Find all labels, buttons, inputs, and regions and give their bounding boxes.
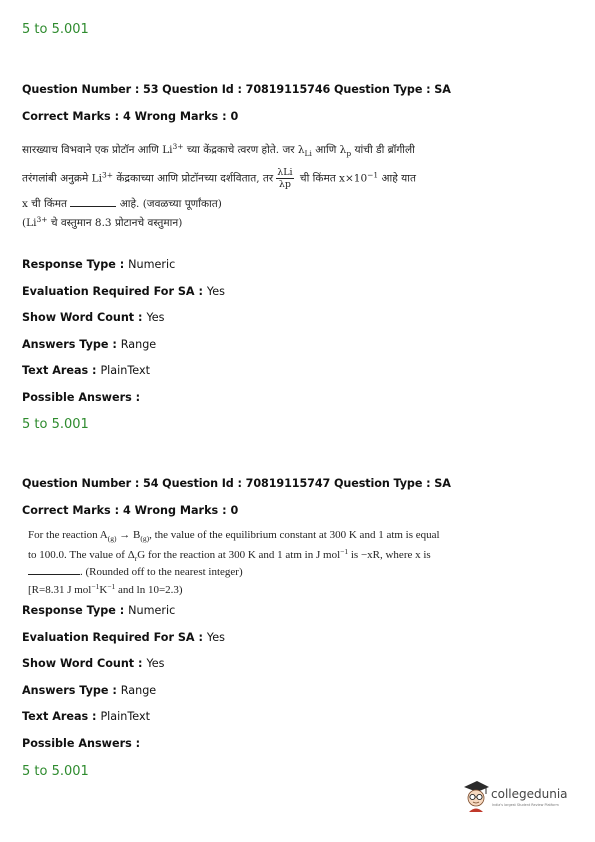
- q54-possible-answer: 5 to 5.001: [22, 764, 89, 779]
- q53-possible-answers-label: Possible Answers :: [22, 391, 141, 404]
- answer-blank: [70, 197, 116, 207]
- question-53-text: [22, 140, 582, 230]
- question-53-line-2: तरंगलांबी अनुक्रमे $Li^{3+}$ केंद्रकाच्या आणि प्रोटॉनच्या दर्शवितात, तर $\frac{\text{λLi}}{\lambda p}$ ची किंमत $x\times 10^{-1}$ आहे यात: [22, 167, 416, 190]
- q54-possible-answers-label: Possible Answers :: [22, 737, 141, 750]
- question-53-line-1: सारख्याच विभवाने एक प्रोटॉन आणि $Li^{3+}$ च्या केंद्रकाचे त्वरण होते. जर $\lambda_{Li}$ आणि $\lambda_p$ यांची डी ब्रॉगीली: [22, 142, 415, 158]
- collegedunia-logo: [462, 776, 580, 816]
- question-54-line-1: For the reaction $A_{(g)} \to B_{(g)}$, the value of the equilibrium constant at 300 K and 1 atm is equal: [28, 529, 440, 543]
- q54-evaluation-required: Evaluation Required For SA : Yes: [22, 631, 225, 644]
- question-54-text: [28, 529, 568, 597]
- question-53-header: Question Number : 53 Question Id : 70819115746 Question Type : SA: [22, 83, 451, 96]
- q53-answers-type: Answers Type : Range: [22, 338, 157, 351]
- question-54-line-4: [R=8.31 J $mol^{-1}K^{-1}$ and ln 10=2.3): [28, 582, 183, 596]
- q53-text-areas: Text Areas : PlainText: [22, 364, 150, 377]
- question-54-line-3: . (Rounded off to the nearest integer): [28, 565, 568, 579]
- question-53-line-4: ($Li^{3+}$ चे वस्तुमान 8.3 प्रोटानचे वस्तुमान): [22, 215, 183, 229]
- question-53-line-3: x ची किंमत आहे. (जवळच्या पूर्णांकात): [22, 198, 222, 210]
- q53-possible-answer: 5 to 5.001: [22, 417, 89, 432]
- q53-show-word-count: Show Word Count : Yes: [22, 311, 165, 324]
- question-54-marks: Correct Marks : 4 Wrong Marks : 0: [22, 504, 239, 517]
- q54-answers-type: Answers Type : Range: [22, 684, 157, 697]
- answer-blank: [28, 565, 80, 575]
- logo-wordmark: collegedunia: [491, 787, 568, 801]
- question-54-line-2: to 100.0. The value of $\Delta_rG$ for the reaction at 300 K and 1 atm in J mol$^{-1}$ is −xR, where x is: [28, 547, 431, 563]
- question-54-header: Question Number : 54 Question Id : 70819115747 Question Type : SA: [22, 477, 451, 490]
- q54-text-areas: Text Areas : PlainText: [22, 710, 150, 723]
- lambda-ratio-fraction: $\frac{\text{λLi}}{\lambda p}$: [277, 167, 293, 190]
- previous-question-answer: 5 to 5.001: [22, 22, 89, 37]
- q54-response-type: Response Type : Numeric: [22, 604, 176, 617]
- graduate-mascot-icon: [462, 778, 490, 812]
- q53-evaluation-required: Evaluation Required For SA : Yes: [22, 285, 225, 298]
- q53-response-type: Response Type : Numeric: [22, 258, 176, 271]
- logo-tagline: India's largest Student Review Platform: [492, 803, 559, 807]
- question-53-marks: Correct Marks : 4 Wrong Marks : 0: [22, 110, 239, 123]
- q54-show-word-count: Show Word Count : Yes: [22, 657, 165, 670]
